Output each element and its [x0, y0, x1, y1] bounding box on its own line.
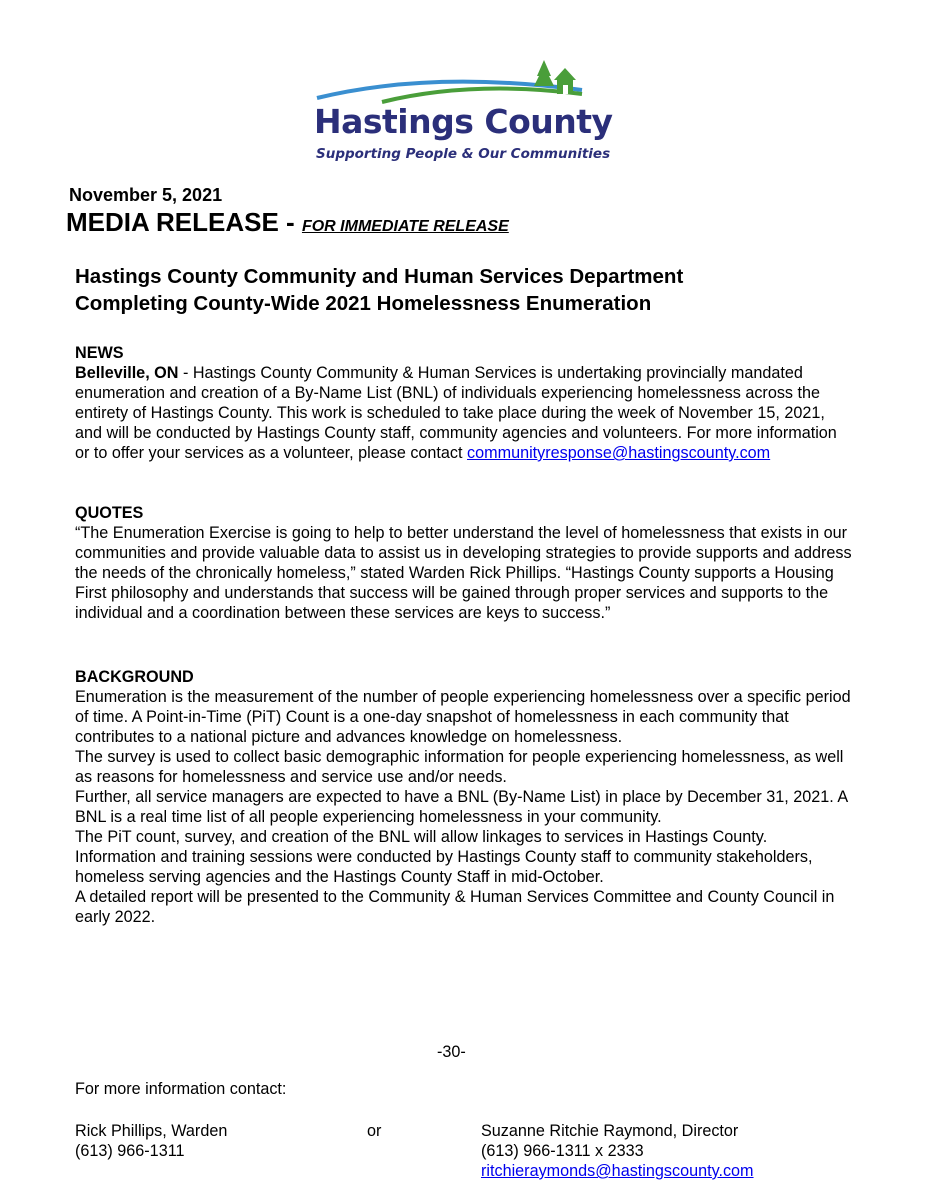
background-paragraph: A detailed report will be presented to the Community & Human Services Committee and County Council in early 2022.: [75, 888, 835, 926]
contact-intro: For more information contact:: [75, 1080, 287, 1098]
immediate-release-label: FOR IMMEDIATE RELEASE: [301, 218, 509, 235]
release-date: November 5, 2021: [69, 185, 223, 205]
news-heading: NEWS: [75, 344, 124, 362]
contact-left-name: Rick Phillips, Warden: [75, 1122, 228, 1140]
news-paragraph: [75, 363, 855, 463]
background-section: [75, 667, 855, 927]
contact-left: [75, 1121, 227, 1161]
end-marker: -30-: [437, 1043, 466, 1061]
community-response-email-link[interactable]: communityresponse@hastingscounty.com: [467, 444, 771, 462]
logo-name: Hastings County: [314, 102, 613, 141]
contact-right-phone: (613) 966-1311 x 2333: [481, 1142, 644, 1160]
news-section: [75, 343, 855, 463]
quotes-text: “The Enumeration Exercise is going to help to better understand the level of homelessness that exists in our communities and provide valuable data to assist us in developing strategies to provide supports and address the needs of the chronically homeless,” stated Warden Rick Phillips. “Hastings County supports a Housing First philosophy and understands that success will be gained through proper services and supports to the individual and a coordination between these services are keys to success.”: [75, 524, 852, 622]
contact-right: [481, 1121, 754, 1181]
quotes-heading: QUOTES: [75, 504, 144, 522]
contact-or: or: [367, 1122, 382, 1140]
release-title: [66, 207, 509, 238]
quotes-section: [75, 503, 855, 623]
hastings-county-logo: [312, 58, 613, 168]
headline-line-1: Hastings County Community and Human Services Department: [75, 265, 684, 288]
background-paragraph: The survey is used to collect basic demographic information for people experiencing homelessness, as well as reasons for homelessness and service use and/or needs.: [75, 748, 844, 786]
media-release-label: MEDIA RELEASE -: [66, 207, 295, 237]
background-paragraph: Further, all service managers are expected to have a BNL (By-Name List) in place by December 31, 2021. A BNL is a real time list of all people experiencing homelessness in your community.: [75, 788, 848, 826]
headline-line-2: Completing County-Wide 2021 Homelessness Enumeration: [75, 292, 652, 315]
contact-left-phone: (613) 966-1311: [75, 1142, 185, 1160]
news-location: Belleville, ON: [75, 364, 179, 382]
logo-house-icon: [554, 68, 576, 80]
contact-right-name: Suzanne Ritchie Raymond, Director: [481, 1122, 739, 1140]
contact-right-email-link[interactable]: ritchieraymonds@hastingscounty.com: [481, 1162, 754, 1180]
news-text: - Hastings County Community & Human Services is undertaking provincially mandated enumeration and creation of a By-Name List (BNL) of individuals experiencing homelessness across the entirety of Hastings County. This work is scheduled to take place during the week of November 15, 2021, and will be conducted by Hastings County staff, community agencies and volunteers. For more information or to offer your services as a volunteer, please contact: [75, 364, 837, 462]
logo-green-swoosh: [382, 89, 582, 102]
background-paragraph: The PiT count, survey, and creation of the BNL will allow linkages to services in Hastings County.: [75, 828, 768, 846]
headline: [75, 263, 683, 317]
background-paragraph: Information and training sessions were conducted by Hastings County staff to community stakeholders, homeless serving agencies and the Hastings County Staff in mid-October.: [75, 848, 813, 886]
logo-tagline: Supporting People & Our Communities: [316, 146, 611, 162]
background-paragraph: Enumeration is the measurement of the number of people experiencing homelessness over a specific period of time. A Point-in-Time (PiT) Count is a one-day snapshot of homelessness in each community that contributes to a national picture and advances knowledge on homelessness.: [75, 688, 851, 746]
background-heading: BACKGROUND: [75, 668, 194, 686]
